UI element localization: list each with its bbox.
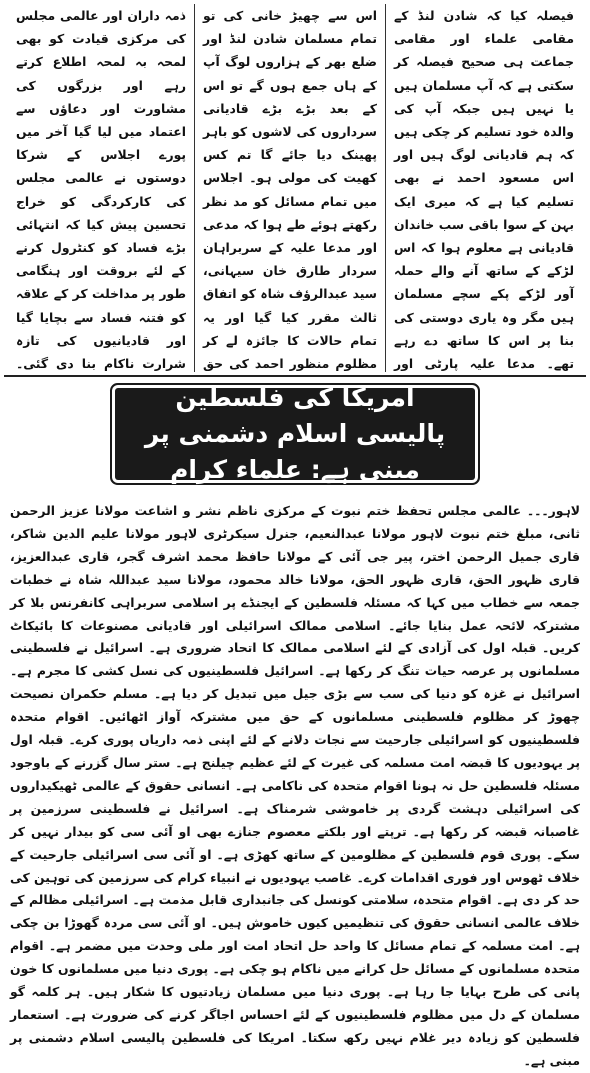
column-text: اس سے چھیڑ خانی کی تو تمام مسلمان شادن لنڈ اور ضلع بھر کے ہزاروں لوگ آپ کے ہاں جمع ہوں گے تو اس کے بعد بڑے بڑے قادیانی سرداروں کی لاشوں کو باہر پھینک دیا جائے گا تم کس کھیت کی مولی ہو۔ اجلاس میں تمام مسائل کو مد نظر رکھتے ہوئے طے ہوا کہ مدعی اور مدعا علیہ کے سربراہان سردار طارق خان سیہانی، سید عبدالرؤف شاہ کو اتفاق ثالث مقرر کیا گیا اور یہ تمام حالات کا جائزہ لے کر مظلوم منظور احمد کی حق [203,8,377,372]
article-column-3 [8,4,194,372]
news-story [10,500,580,1073]
article-columns [8,4,582,372]
column-text: فیصلہ کیا کہ شادن لنڈ کے مقامی علماء اور مقامی جماعت ہی صحیح فیصلہ کر سکتی ہے کہ آپ مسلمان ہیں یا نہیں ہیں جبکہ آپ کی والدہ خود تسلیم کر چکی ہیں کہ ہم قادیانی لوگ ہیں اور اس مسعود احمد نے بھی تسلیم کیا ہے کہ میری ایک بہن کے سوا باقی سب خاندان قادیانی ہے معلوم ہوا کہ اس لڑکے کے ساتھ آنے والے حملہ آور لڑکے پکے سچے مسلمان ہیں مگر وہ یاری دوستی کی بنا پر اس کا ساتھ دے رہے تھے۔ مدعا علیہ پارٹی اور [394,8,574,372]
article-column-1 [386,4,582,372]
story-text: لاہور۔۔۔ عالمی مجلس تحفظ ختم نبوت کے مرکزی ناظم نشر و اشاعت مولانا عزیز الرحمن ثانی، مبلغ ختم نبوت لاہور مولانا عبدالنعیم، جنرل سیکرٹری لاہور مولانا علیم الدین شاکر، قاری جمیل الرحمن اختر، پیر جی آئی کے مولانا حافظ محمد اشرف گجر، قاری عبدالعزیز، قاری ظہور الحق، قاری ظہور الحق، مولانا خالد محمود، مولانا سید عبداللہ شاہ نے خطبات جمعہ سے خطاب میں کہا کہ مسئلہ فلسطین کے ایجنڈے پر اسلامی سربراہی کانفرنس بلا کر مشترکہ لائحہ عمل بنایا جائے۔ اسلامی ممالک اسرائیلی اور قادیانی مصنوعات کا بائیکاٹ کریں۔ قبلہ اول کی آزادی کے لئے اسلامی ممالک کا اتحاد ضروری ہے۔ اسرائیل نے فلسطینی مسلمانوں پر عرصہ حیات تنگ کر رکھا ہے۔ اسرائیل فلسطینیوں کی نسل کشی کا مجرم ہے۔ اسرائیل نے غزہ کو دنیا کی سب سے بڑی جیل میں تبدیل کر دیا ہے۔ مسلم حکمران نصیحت چھوڑ کر مظلوم فلسطینی مسلمانوں کے حق میں مشترکہ آواز اٹھائیں۔ اقوام متحدہ فلسطینیوں کو اسرائیلی جارحیت سے نجات دلانے کے لئے اپنی ذمہ داریاں پوری کرے۔ قبلہ اول پر یہودیوں کا قبضہ امت مسلمہ کی غیرت کے لئے عظیم چیلنج ہے۔ ستر سال گزرنے کے باوجود مسئلہ فلسطین حل نہ ہونا اقوام متحدہ کی ناکامی ہے۔ انسانی حقوق کے عالمی ٹھیکیداروں کی اسرائیلی دہشت گردی پر خاموشی شرمناک ہے۔ اسرائیل نے فلسطینی سرزمین پر غاصبانہ قبضہ کر رکھا ہے۔ ترپتے اور بلکتے معصوم جنازے بھی او آئی سی کو بیدار نہیں کر سکے۔ پوری قوم فلسطین کے مظلومین کے ساتھ کھڑی ہے۔ او آئی سی اسرائیلی جارحیت کے خلاف ٹھوس اور فوری اقدامات کرے۔ غاصب یہودیوں نے انبیاء کرام کی سرزمین کی توہین کی حد کر دی ہے۔ اقوام متحدہ، سلامتی کونسل کی جانبداری قابل مذمت ہے۔ اسرائیلی مظالم کے خلاف عالمی انسانی حقوق کی تنظیمیں کیوں خاموش ہیں۔ او آئی سی مردہ گھوڑا بن چکی ہے۔ امت مسلمہ کے تمام مسائل کا واحد حل اتحاد امت اور ملی وحدت میں مضمر ہے۔ اقوام متحدہ مسلمانوں کے مسائل حل کرانے میں ناکام ہو چکی ہے۔ پوری دنیا میں مسلمانوں کا خون پانی کی طرح بہایا جا رہا ہے۔ پوری دنیا میں مسلمان زیادتیوں کا شکار ہیں۔ ہر کلمہ گو مسلمان کے دل میں مظلوم فلسطینیوں کے لئے احساس اجاگر کرنے کی ضرورت ہے۔ استعمار فلسطین کو زیادہ دیر غلام نہیں رکھ سکتا۔ امریکا کی فلسطین پالیسی اسلام دشمنی پر مبنی ہے۔ [10,503,580,1068]
column-text: ذمہ داران اور عالمی مجلس کی مرکزی قیادت کو بھی لمحہ بہ لمحہ اطلاع کرتے رہے اور بزرگوں کی مشاورت اور دعاؤں سے اعتماد میں لیا گیا آخر میں پورے اجلاس کے شرکا دوستوں نے عالمی مجلس کی کارکردگی کو خراج تحسین پیش کیا کہ انتہائی بڑے فساد کو کنٹرول کرنے کے لئے بروقت اور ہنگامی طور پر مداخلت کر کے علاقہ کو فتنہ فساد سے بچایا گیا اور قادیانیوں کی تازہ شرارت ناکام بنا دی گئی۔ [16,8,186,372]
headline-banner [115,383,475,484]
article-column-2 [194,4,386,372]
headline: امریکا کی فلسطین پالیسی اسلام دشمنی پر مبنی ہے: علماء کرام [144,383,446,484]
section-divider [4,375,586,377]
